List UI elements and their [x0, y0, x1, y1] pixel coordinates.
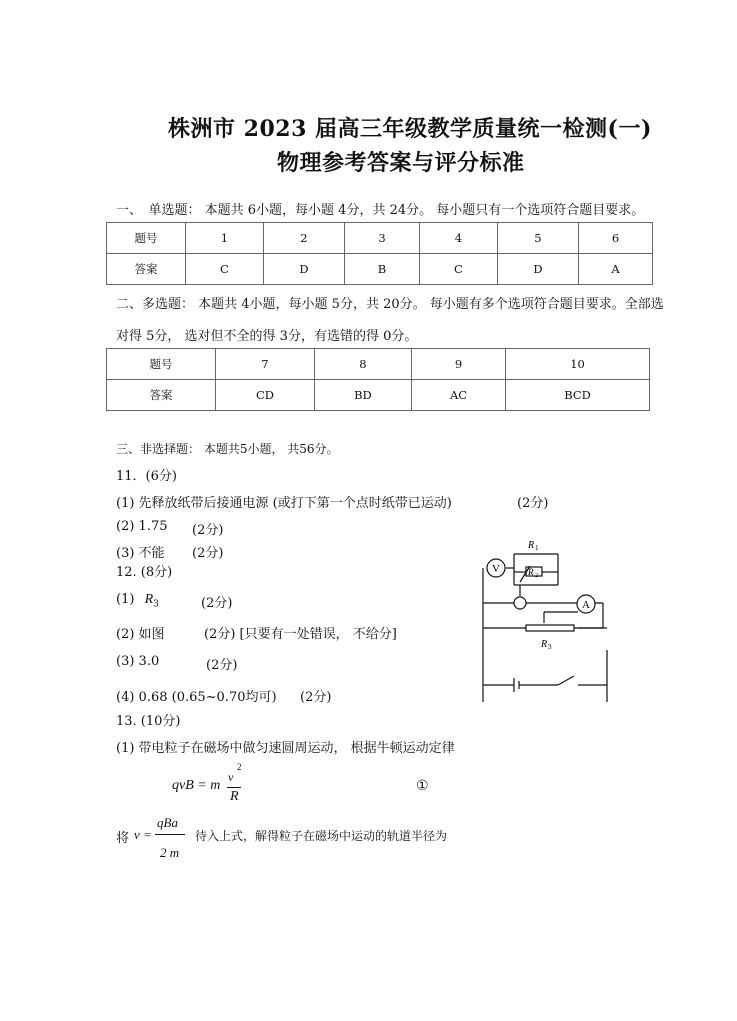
q12-answer-1-score: (2分) — [201, 596, 233, 611]
ammeter-label: A — [582, 599, 590, 611]
q12-answer-4: (4) 0.68 (0.65~0.70均可) — [116, 690, 277, 705]
equation-exponent: 2 — [237, 762, 242, 772]
fraction-bar — [227, 787, 241, 788]
velocity-denominator: 2 m — [160, 845, 180, 860]
q13-title: 13. (10分) — [116, 714, 181, 729]
question-number: 5 — [497, 223, 578, 254]
q11-answer-2-score: (2分) — [192, 523, 224, 538]
answer-cell: C — [186, 254, 264, 285]
section2-answer-table — [106, 348, 650, 411]
r3-subscript: 3 — [548, 643, 552, 651]
document-subtitle: 物理参考答案与评分标准 — [277, 150, 525, 176]
question-number: 7 — [216, 349, 315, 380]
velocity-numerator: qBa — [157, 815, 178, 830]
r2-label: R — [528, 567, 534, 577]
answer-cell: CD — [216, 380, 315, 411]
answer-cell: B — [345, 254, 420, 285]
r1-subscript: 1 — [535, 544, 539, 552]
question-number: 6 — [579, 223, 653, 254]
question-number: 10 — [506, 349, 650, 380]
question-number: 2 — [263, 223, 344, 254]
q12-answer-3: (3) 3.0 — [116, 654, 160, 669]
q12-answer-2-score: (2分) [只要有一处错误， 不给分] — [204, 627, 397, 642]
q11-answer-1: (1) 先释放纸带后接通电源 (或打下第一个点时纸带已运动) — [116, 496, 452, 511]
equation-marker: ① — [416, 778, 429, 794]
velocity-label: v = — [134, 827, 152, 842]
table-row — [107, 223, 653, 254]
fraction-bar — [155, 834, 185, 835]
table-row — [107, 380, 650, 411]
section2-heading: 二、多选题： 本题共 4小题，每小题 5分，共 20分。 每小题有多个选项符合题目要求。全部选 — [116, 297, 664, 312]
r3-label: R — [541, 639, 548, 650]
table-row — [107, 349, 650, 380]
resistor-symbol: R — [144, 592, 154, 607]
table-row — [107, 254, 653, 285]
q12-answer-3-score: (2分) — [206, 658, 238, 673]
q11-title: 11．(6分) — [116, 469, 177, 484]
answer-cell: D — [263, 254, 344, 285]
answer-cell: AC — [411, 380, 505, 411]
question-number: 8 — [314, 349, 411, 380]
voltmeter-label: V — [492, 563, 500, 575]
answer-cell: D — [497, 254, 578, 285]
section2-heading-cont: 对得 5分， 选对但不全的得 3分，有选错的得 0分。 — [116, 329, 418, 344]
table-row-label: 题号 — [107, 223, 186, 254]
equation-denominator: R — [230, 789, 239, 804]
q12-answer-1 — [116, 592, 159, 610]
r2-subscript: 2 — [535, 573, 538, 579]
equation-lhs: qvB = m — [172, 778, 221, 793]
section3-heading: 三、非选择题： 本题共5小题， 共56分。 — [116, 442, 339, 456]
q11-answer-3-score: (2分) — [192, 546, 224, 561]
resistor-subscript: 3 — [153, 599, 159, 610]
document-title: 株洲市 2023 届高三年级教学质量统一检测(一) — [168, 116, 652, 142]
q13-answer-2: 待入上式，解得粒子在磁场中运动的轨道半径为 — [195, 829, 448, 843]
table-row-label: 题号 — [107, 349, 216, 380]
q12-title: 12. (8分) — [116, 565, 173, 580]
question-number: 4 — [420, 223, 498, 254]
junction-icon — [514, 597, 526, 609]
section1-answer-table — [106, 222, 653, 285]
section1-heading: 一、 单选题： 本题共 6小题，每小题 4分，共 24分。 每小题只有一个选项符合题目要求。 — [116, 203, 645, 218]
question-number: 1 — [186, 223, 264, 254]
table-row-label: 答案 — [107, 254, 186, 285]
q12-answer-1-prefix: (1) — [116, 592, 135, 607]
q11-answer-2: (2) 1.75 — [116, 519, 168, 534]
q12-answer-2: (2) 如图 — [116, 627, 165, 642]
answer-cell: BD — [314, 380, 411, 411]
r1-label: R — [528, 540, 535, 551]
q11-answer-1-score: (2分) — [517, 496, 549, 511]
question-number: 9 — [411, 349, 505, 380]
question-number: 3 — [345, 223, 420, 254]
answer-cell: C — [420, 254, 498, 285]
equation-numerator: v — [228, 770, 234, 784]
q12-answer-4-score: (2分) — [300, 690, 332, 705]
answer-cell: A — [579, 254, 653, 285]
table-row-label: 答案 — [107, 380, 216, 411]
q11-answer-3: (3) 不能 — [116, 546, 165, 561]
q13-answer-1: (1) 带电粒子在磁场中做匀速圆周运动， 根据牛顿运动定律 — [116, 741, 455, 756]
q13-answer-2-prefix: 将 — [116, 831, 130, 846]
answer-cell: BCD — [506, 380, 650, 411]
circuit-diagram — [470, 530, 620, 705]
